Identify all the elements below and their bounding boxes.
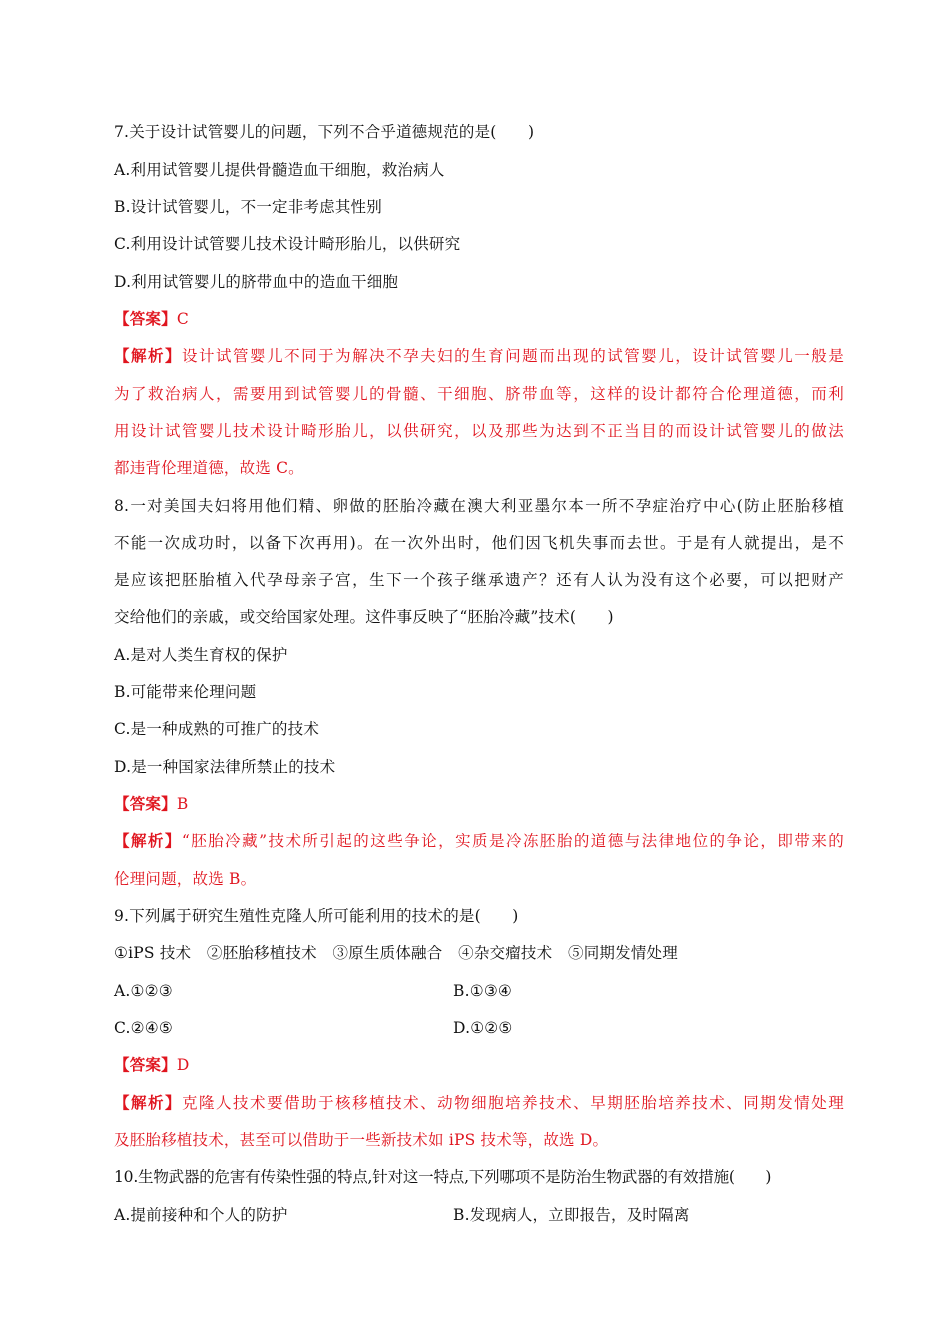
analysis-tag: 【解析】 <box>114 831 182 850</box>
q10-option-a: A.提前接种和个人的防护 <box>114 1206 288 1224</box>
q7-analysis-line: 用设计试管婴儿技术设计畸形胎儿，以供研究，以及那些为达到不正当目的而设计试管婴儿的做法 <box>114 422 844 440</box>
answer-tag: 【答案】 <box>114 794 177 813</box>
q8-stem-line: 是应该把胚胎植入代孕母亲子宫，生下一个孩子继承遗产？还有人认为没有这个必要，可以把财产 <box>114 571 844 589</box>
q7-analysis-line <box>114 346 844 366</box>
q10-option-b: B.发现病人，立即报告，及时隔离 <box>453 1206 690 1224</box>
q9-stem: 9.下列属于研究生殖性克隆人所可能利用的技术的是( ) <box>114 907 519 925</box>
q9-analysis-line: 及胚胎移植技术，甚至可以借助于一些新技术如 iPS 技术等，故选 D。 <box>114 1131 609 1149</box>
q7-analysis-line: 为了救治病人，需要用到试管婴儿的骨髓、干细胞、脐带血等，这样的设计都符合伦理道德，而利 <box>114 385 844 403</box>
analysis-tag: 【解析】 <box>114 346 183 365</box>
answer-value: B <box>176 795 189 813</box>
q7-option-a: A.利用试管婴儿提供骨髓造血干细胞，救治病人 <box>114 161 445 179</box>
q10-stem: 10.生物武器的危害有传染性强的特点,针对这一特点,下列哪项不是防治生物武器的有效措施( ) <box>114 1168 772 1186</box>
q9-option-a: A.①②③ <box>114 982 173 1000</box>
q8-stem-line: 8.一对美国夫妇将用他们精、卵做的胚胎冷藏在澳大利亚墨尔本一所不孕症治疗中心(防止胚胎移植 <box>114 497 844 515</box>
answer-value: C <box>176 310 189 328</box>
answer-value: D <box>176 1056 190 1074</box>
analysis-tag: 【解析】 <box>114 1093 183 1112</box>
q7-option-b: B.设计试管婴儿，不一定非考虑其性别 <box>114 198 382 216</box>
q8-stem-line: 不能一次成功时，以备下次再用)。在一次外出时，他们因飞机失事而去世。于是有人就提出，是不 <box>114 534 844 552</box>
analysis-text: 克隆人技术要借助于核移植技术、动物细胞培养技术、早期胚胎培养技术、同期发情处理 <box>182 1094 844 1112</box>
q9-items: ①iPS 技术 ②胚胎移植技术 ③原生质体融合 ④杂交瘤技术 ⑤同期发情处理 <box>114 944 678 962</box>
q10-options-row <box>114 1205 844 1225</box>
q9-answer <box>114 1055 844 1075</box>
q7-option-c: C.利用设计试管婴儿技术设计畸形胎儿，以供研究 <box>114 235 461 253</box>
q9-option-d: D.①②⑤ <box>453 1019 513 1037</box>
q8-option-b: B.可能带来伦理问题 <box>114 683 257 701</box>
q9-analysis-line <box>114 1093 844 1113</box>
q8-stem-line: 交给他们的亲戚，或交给国家处理。这件事反映了“胚胎冷藏”技术( ) <box>114 608 614 626</box>
q7-answer <box>114 309 844 329</box>
q9-options-row <box>114 1018 844 1038</box>
q8-option-a: A.是对人类生育权的保护 <box>114 646 288 664</box>
q8-analysis-line <box>114 831 844 851</box>
analysis-text: 设计试管婴儿不同于为解决不孕夫妇的生育问题而出现的试管婴儿，设计试管婴儿一般是 <box>182 347 844 365</box>
answer-tag: 【答案】 <box>114 1055 177 1074</box>
q9-options-row <box>114 981 844 1001</box>
q7-option-d: D.利用试管婴儿的脐带血中的造血干细胞 <box>114 273 399 291</box>
answer-tag: 【答案】 <box>114 309 177 328</box>
q8-option-d: D.是一种国家法律所禁止的技术 <box>114 758 336 776</box>
analysis-text: “胚胎冷藏”技术所引起的这些争论，实质是冷冻胚胎的道德与法律地位的争论，即带来的 <box>181 832 844 850</box>
q7-analysis-line: 都违背伦理道德，故选 C。 <box>114 459 304 477</box>
q8-option-c: C.是一种成熟的可推广的技术 <box>114 720 320 738</box>
q9-option-c: C.②④⑤ <box>114 1019 173 1037</box>
q8-analysis-line: 伦理问题，故选 B。 <box>114 870 257 888</box>
q7-stem: 7.关于设计试管婴儿的问题，下列不合乎道德规范的是( ) <box>114 123 535 141</box>
q9-option-b: B.①③④ <box>453 982 513 1000</box>
q8-answer <box>114 794 844 814</box>
